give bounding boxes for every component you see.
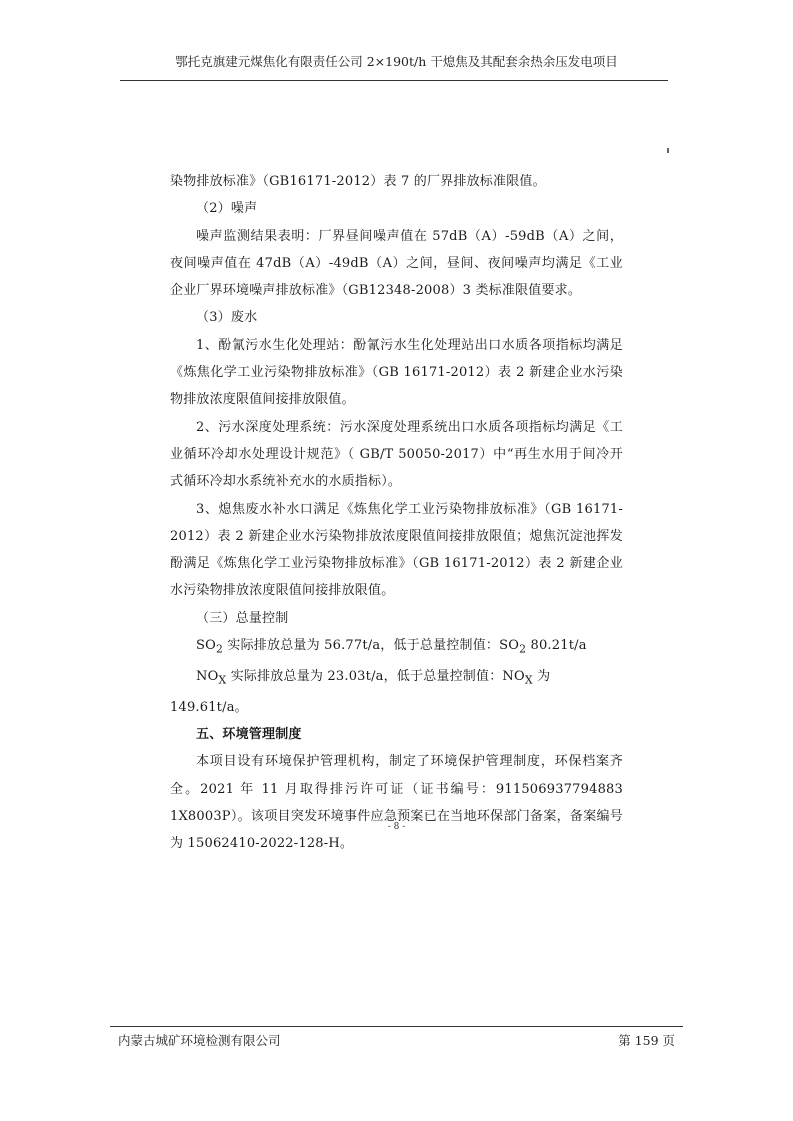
paragraph-so2: $SO_2$ 实际排放总量为 56.77t/a，低于总量控制值：$SO_2$ 80.21t/a (196, 638, 587, 656)
document-header: 鄂托克旗建元煤焦化有限责任公司 2×190t/h 干熄焦及其配套余热余压发电项目 (175, 54, 618, 69)
inner-page-number: - 8 - (387, 822, 406, 832)
footer-rule (110, 1026, 683, 1027)
margin-mark (667, 148, 669, 153)
paragraph-environment-management: 本项目设有环境保护管理机构，制定了环境保护管理制度，环保档案齐全。2021 年 11 月取得排污许可证（证书编号：911506937794883​1X8003P）。该项目突发环境事件应急预案已在当地环保部门备案，备案编号为 15062410-2022-128-H。 (170, 754, 623, 852)
paragraph-wastewater-1: 1、酚氰污水生化处理站：酚氰污水生化处理站出口水质各项指标均满足《炼焦化学工业污染物排放标准》（GB 16171-2012）表 2 新建企业水污染物排放浓度限值间接排放限值。 (170, 337, 623, 408)
heading-noise: （2）噪声 (196, 201, 258, 217)
paragraph-noise: 噪声监测结果表明：厂界昼间噪声值在 57dB（A）-59dB（A）之间，夜间噪声值在 47dB（A）-49dB（A）之间，昼间、夜间噪声均满足《工业企业厂界环境噪声排放标准》（GB12348-2008）3 类标准限值要求。 (170, 228, 623, 299)
heading-wastewater: （3）废水 (196, 310, 258, 326)
footer-company: 内蒙古城矿环境检测有限公司 (118, 1033, 281, 1048)
paragraph-standard-continued: 染物排放标准》（GB16171-2012）表 7 的厂界排放标准限值。 (170, 174, 546, 189)
paragraph-wastewater-2: 2、污水深度处理系统：污水深度处理系统出口水质各项指标均满足《工业循环冷却水处理设计规范》（ GB/T 50050-2017）中“再生水用于间冷开式循环冷却水系统补充水的水质指标）。 (170, 419, 623, 490)
paragraph-nox: $NO_X$ 实际排放总量为 23.03t/a，低于总量控制值：$NO_X$ 为 149.61t/a。 (170, 668, 551, 715)
footer-page-number: 第 159 页 (618, 1033, 675, 1048)
paragraph-wastewater-3: 3、熄焦废水补水口满足《炼焦化学工业污染物排放标准》（GB 16171-2012）表 2 新建企业水污染物排放浓度限值间接排放限值；熄焦沉淀池挥发酚满足《炼焦化学工业污染物排放标准》（GB 16171-2012）表 2 新建企业水污染物排放浓度限值间接排放限值。 (170, 501, 623, 599)
document-body (170, 168, 623, 858)
heading-environment-management: 五、环境管理制度 (196, 727, 302, 743)
header-rule (120, 80, 668, 81)
heading-total-control: （三）总量控制 (196, 610, 289, 626)
